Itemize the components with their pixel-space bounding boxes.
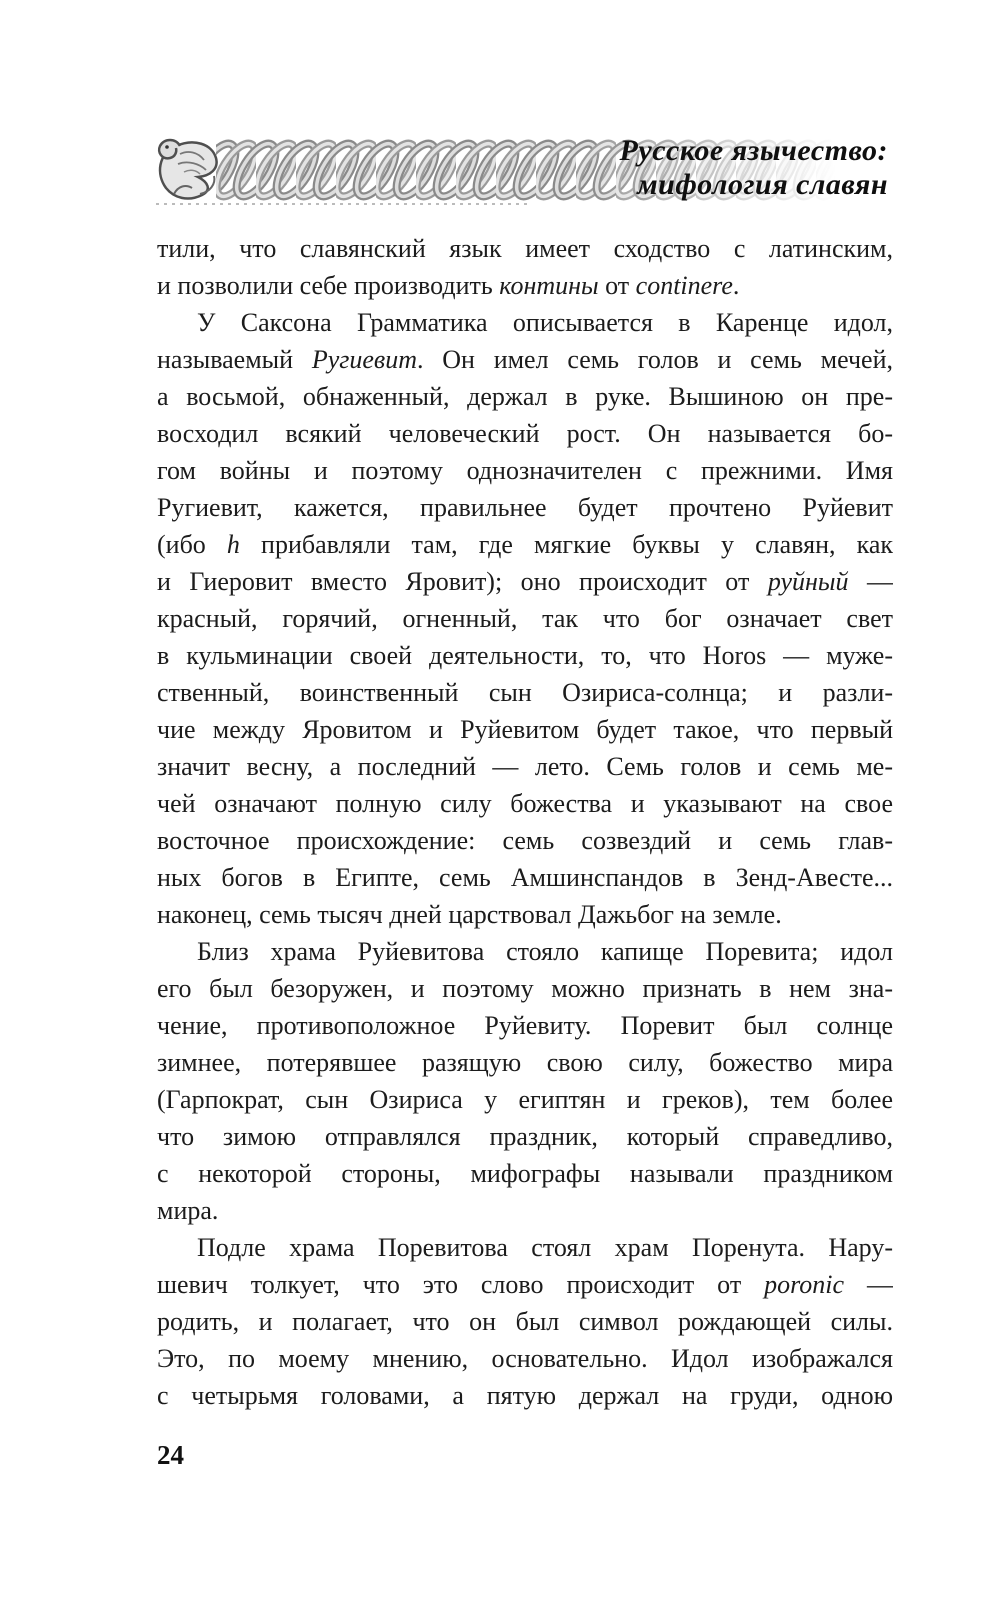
text-segment: и позволили себе производить xyxy=(157,271,500,300)
text-line xyxy=(157,452,893,489)
text-segment: У Саксона Грамматика описывается в Каренце идол, xyxy=(197,308,893,337)
text-segment: мира. xyxy=(157,1196,219,1225)
text-line xyxy=(157,674,893,711)
page-number: 24 xyxy=(157,1440,184,1470)
text-segment: poronic xyxy=(764,1270,845,1299)
text-line xyxy=(157,526,893,563)
text-line xyxy=(157,1266,893,1303)
text-segment: чие между Яровитом и Руйевитом будет такое, что первый xyxy=(157,715,893,744)
text-segment: Подле храма Поревитова стоял храм Поренута. Нару- xyxy=(197,1233,893,1262)
text-segment: восходил всякий человеческий рост. Он называется бо- xyxy=(157,419,893,448)
body-text xyxy=(157,230,893,1414)
text-line xyxy=(157,1081,893,1118)
text-segment: восточное происхождение: семь созвездий и семь глав- xyxy=(157,826,893,855)
text-segment: а восьмой, обнаженный, держал в руке. Вышиною он пре- xyxy=(157,382,893,411)
text-segment: тили, что славянский язык имеет сходство с латинским, xyxy=(157,234,893,263)
text-line xyxy=(157,970,893,1007)
text-segment: родить, и полагает, что он был символ рождающей силы. xyxy=(157,1307,893,1336)
text-segment: гом войны и поэтому однозначителен с прежними. Имя xyxy=(157,456,893,485)
running-title-line2: мифология славян xyxy=(637,168,888,201)
text-segment: Ругиевит xyxy=(311,345,417,374)
text-line xyxy=(157,1044,893,1081)
text-line xyxy=(157,933,893,970)
text-line xyxy=(157,1155,893,1192)
text-segment: значит весну, а последний — лето. Семь голов и семь ме- xyxy=(157,752,893,781)
page-header xyxy=(150,134,890,210)
text-line xyxy=(157,822,893,859)
text-line xyxy=(157,1340,893,1377)
text-segment: (Гарпократ, сын Озириса у египтян и греков), тем более xyxy=(157,1085,893,1114)
text-line xyxy=(157,415,893,452)
text-segment: Это, по моему мнению, основательно. Идол изображался xyxy=(157,1344,893,1373)
text-segment: красный, горячий, огненный, так что бог означает свет xyxy=(157,604,893,633)
text-segment: Ругиевит, кажется, правильнее будет прочтено Руйевит xyxy=(157,493,893,522)
text-segment: чение, противоположное Руйевиту. Поревит был солнце xyxy=(157,1011,893,1040)
text-line xyxy=(157,600,893,637)
text-segment: — xyxy=(844,1270,893,1299)
text-segment: . xyxy=(732,271,740,300)
text-line xyxy=(157,748,893,785)
text-line xyxy=(157,267,893,304)
text-segment: . Он имел семь голов и семь мечей, xyxy=(416,345,893,374)
text-segment: прибавляли там, где мягкие буквы у славян, как xyxy=(239,530,893,559)
text-line xyxy=(157,378,893,415)
text-line xyxy=(157,489,893,526)
text-segment: наконец, семь тысяч дней царствовал Дажьбог на земле. xyxy=(157,900,782,929)
text-line xyxy=(157,1377,893,1414)
text-segment: что зимою отправлялся праздник, который справедливо, xyxy=(157,1122,893,1151)
running-title xyxy=(620,134,888,202)
text-segment: называемый xyxy=(157,345,312,374)
slavic-beast-icon xyxy=(159,140,216,199)
text-segment: с четырьмя головами, а пятую держал на груди, одною xyxy=(157,1381,893,1410)
text-line xyxy=(157,563,893,600)
text-segment: h xyxy=(226,530,240,559)
text-segment: — xyxy=(848,567,893,596)
text-segment: Близ храма Руйевитова стояло капище Поревита; идол xyxy=(197,937,893,966)
text-segment: чей означают полную силу божества и указывают на свое xyxy=(157,789,893,818)
text-line xyxy=(157,1007,893,1044)
text-segment: в кульминации своей деятельности, то, что Horos — муже- xyxy=(157,641,893,670)
text-line xyxy=(157,341,893,378)
text-line xyxy=(157,1229,893,1266)
text-segment: (ибо xyxy=(157,530,227,559)
text-segment: его был безоружен, и поэтому можно признать в нем зна- xyxy=(157,974,893,1003)
text-line xyxy=(157,711,893,748)
text-segment: ных богов в Египте, семь Амшинспандов в Зенд-Авесте... xyxy=(157,863,893,892)
text-segment: от xyxy=(598,271,636,300)
text-segment: руйный xyxy=(767,567,849,596)
text-line xyxy=(157,1192,893,1229)
text-line xyxy=(157,859,893,896)
text-segment: и Гиеровит вместо Яровит); оно происходит от xyxy=(157,567,768,596)
text-segment: ственный, воинственный сын Озириса-солнца; и разли- xyxy=(157,678,893,707)
text-line xyxy=(157,230,893,267)
text-segment: зимнее, потерявшее разящую свою силу, божество мира xyxy=(157,1048,893,1077)
text-segment: continere xyxy=(635,271,733,300)
text-segment: шевич толкует, что это слово происходит от xyxy=(157,1270,765,1299)
text-segment: с некоторой стороны, мифографы называли праздником xyxy=(157,1159,893,1188)
text-line xyxy=(157,896,893,933)
text-segment: контины xyxy=(499,271,599,300)
text-line xyxy=(157,1118,893,1155)
running-title-line1: Русское язычество: xyxy=(619,134,888,167)
text-line xyxy=(157,637,893,674)
text-line xyxy=(157,304,893,341)
text-line xyxy=(157,1303,893,1340)
text-line xyxy=(157,785,893,822)
